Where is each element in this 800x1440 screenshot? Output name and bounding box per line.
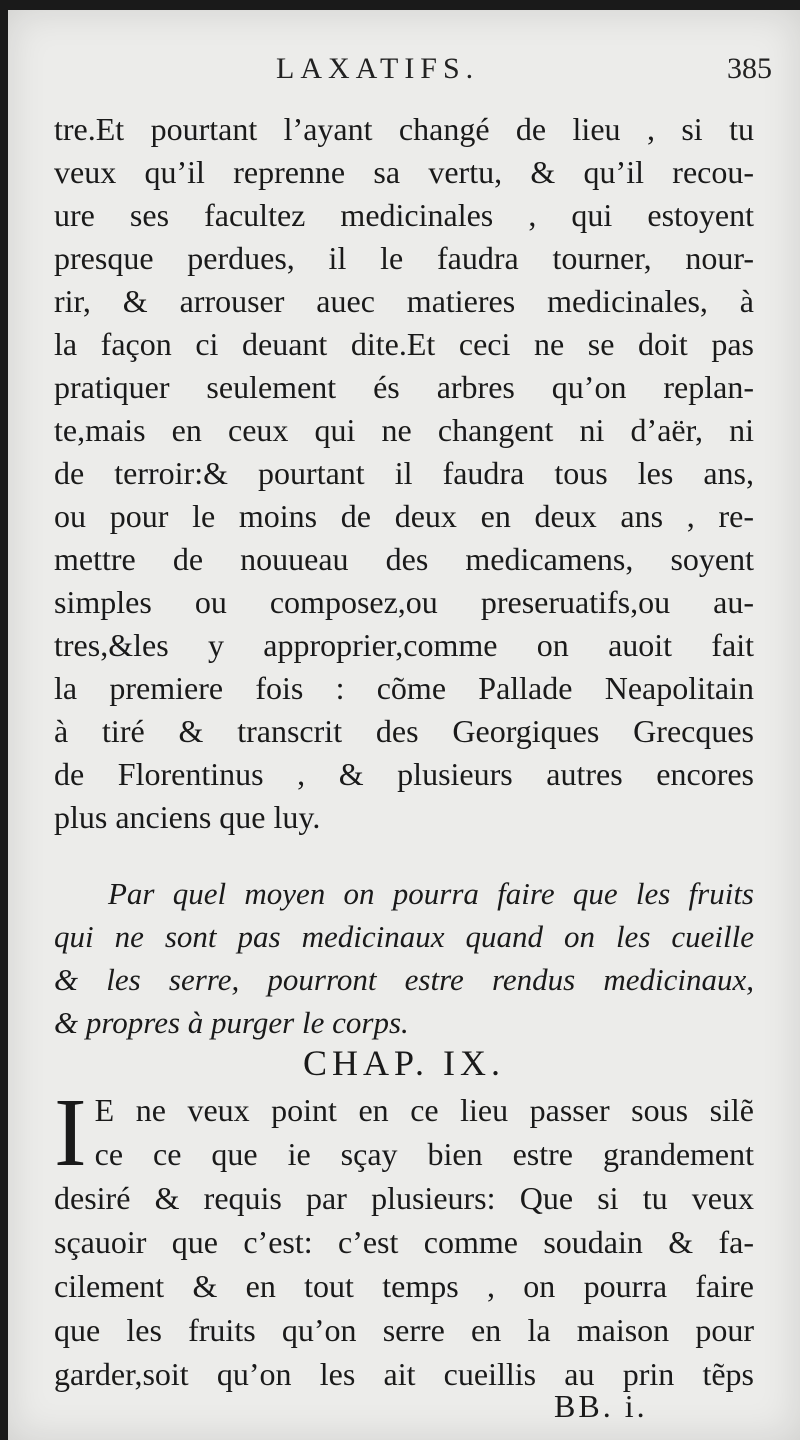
text-line: desiré & requis par plusieurs: Que si tu veux [54,1180,754,1216]
text-line: que les fruits qu’on serre en la maison pour [54,1312,754,1348]
text-line: E ne veux point en ce lieu passer sous silẽ [94,1092,754,1128]
text-line: veux qu’il reprenne sa vertu, & qu’il recou- [54,154,754,190]
text-line: à tiré & transcrit des Georgiques Grecques [54,713,754,749]
summary-line: qui ne sont pas medicinaux quand on les cueille [54,919,754,954]
running-title: LAXATIFS. [276,52,480,85]
text-line: ce ce que ie sçay bien estre grandement [94,1136,754,1172]
text-line: cilement & en tout temps , on pourra faire [54,1268,754,1304]
text-line: simples ou composez,ou preseruatifs,ou au- [54,584,754,620]
page-number: 385 [727,52,772,85]
text-line: garder,soit qu’on les ait cueillis au prin tẽps [54,1356,754,1392]
text-line: la premiere fois : cõme Pallade Neapolitain [54,670,754,706]
text-line: tres,&les y approprier,comme on auoit fait [54,627,754,663]
chapter-summary [54,872,754,1044]
chapter-text-block [54,1079,754,1396]
text-line: te,mais en ceux qui ne changent ni d’aër, ni [54,412,754,448]
signature-mark: BB. i. [554,1388,648,1424]
chapter-heading: CHAP. IX. [302,1043,506,1083]
text-line: tre.Et pourtant l’ayant changé de lieu , si tu [54,111,754,147]
text-line: de terroir:& pourtant il faudra tous les ans, [54,455,754,491]
text-line: de Florentinus , & plusieurs autres encores [54,756,754,792]
text-line: ou pour le moins de deux en deux ans , re- [54,498,754,534]
text-line: ure ses facultez medicinales , qui estoyent [54,197,754,233]
summary-line: & les serre, pourront estre rendus medicinaux, [54,962,754,997]
page-header [8,52,800,102]
book-page [8,10,800,1440]
drop-cap: I [54,1079,87,1187]
text-line: plus anciens que luy. [54,799,321,835]
summary-line: Par quel moyen on pourra faire que les fruits [108,876,754,911]
main-text-block [54,108,754,839]
text-line: la façon ci deuant dite.Et ceci ne se doit pas [54,326,754,362]
text-line: rir, & arrouser auec matieres medicinales, à [54,283,754,319]
text-line: mettre de nouueau des medicamens, soyent [54,541,754,577]
text-line: presque perdues, il le faudra tourner, nour- [54,240,754,276]
text-line: pratiquer seulement és arbres qu’on replan- [54,369,754,405]
text-line: sçauoir que c’est: c’est comme soudain & fa- [54,1224,754,1260]
summary-line: & propres à purger le corps. [54,1005,409,1040]
